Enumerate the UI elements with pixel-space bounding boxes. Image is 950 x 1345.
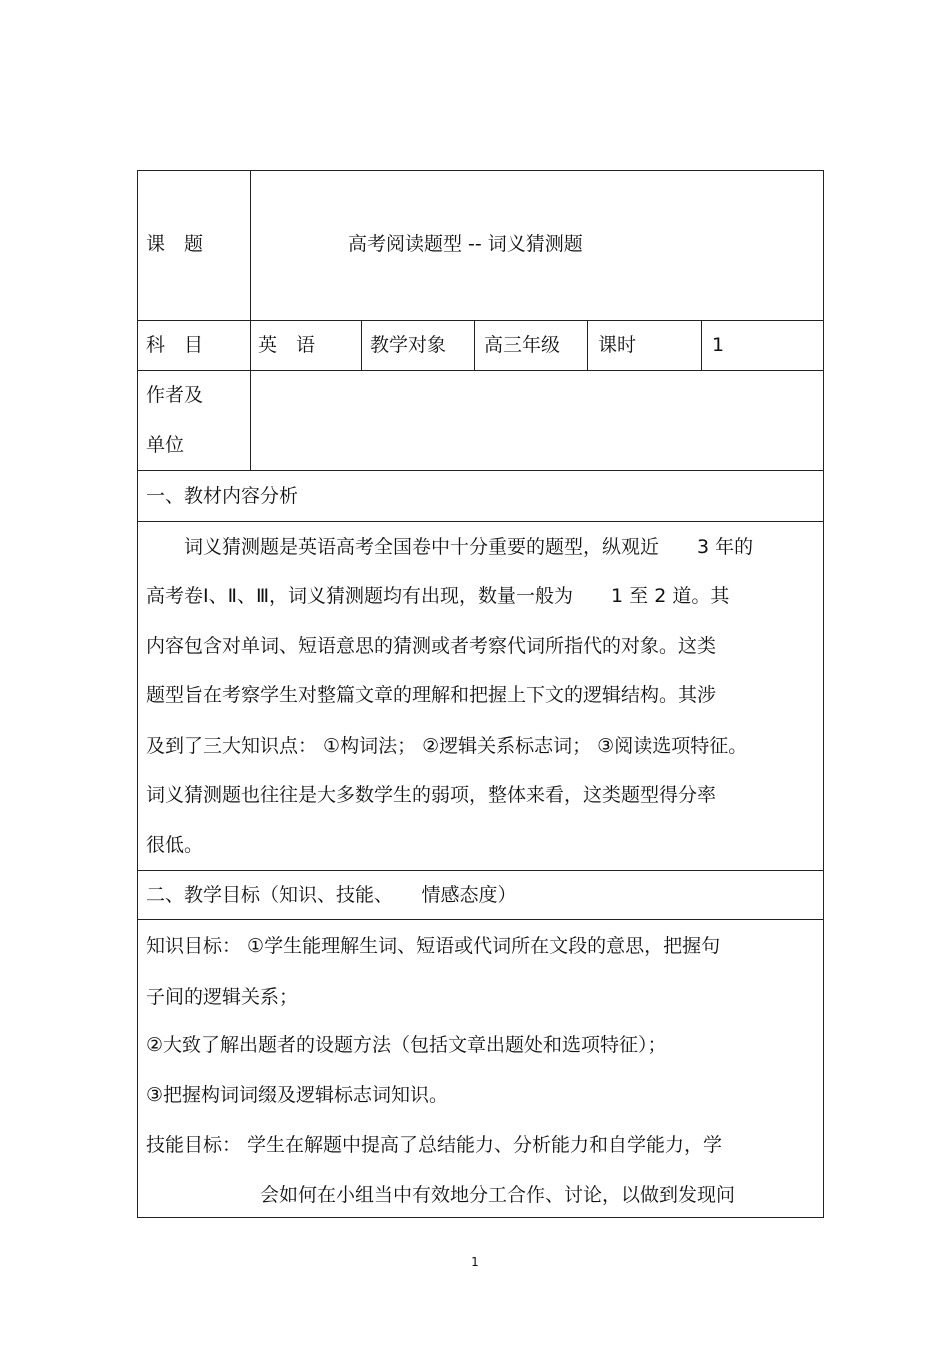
row-divider	[138, 919, 823, 920]
audience-value: 高三年级	[484, 334, 561, 356]
section2-line: 子间的逻辑关系；	[146, 986, 299, 1008]
author-label-line2: 单位	[146, 434, 185, 456]
column-divider	[587, 320, 588, 370]
column-divider	[361, 320, 362, 370]
section1-line: 高考卷Ⅰ、Ⅱ、Ⅲ，词义猜测题均有出现，数量一般为 1 至 2 道。其	[146, 585, 730, 607]
section2-line: ②大致了解出题者的设题方法（包括文章出题处和选项特征）；	[146, 1034, 667, 1056]
column-divider	[701, 320, 702, 370]
column-divider	[250, 171, 251, 470]
row-divider	[138, 521, 823, 522]
section1-line: 内容包含对单词、短语意思的猜测或者考察代词所指代的对象。这类	[146, 635, 717, 657]
author-label-line1: 作者及	[146, 384, 204, 406]
lesson-plan-table	[137, 170, 824, 1218]
section1-line: 题型旨在考察学生对整篇文章的理解和把握上下文的逻辑结构。其涉	[146, 684, 717, 706]
topic-label: 课 题	[146, 233, 204, 255]
subject-value: 英 语	[258, 334, 316, 356]
page-number: 1	[471, 1255, 479, 1269]
hours-value: 1	[712, 334, 725, 356]
section1-line: 及到了三大知识点： ①构词法； ②逻辑关系标志词； ③阅读选项特征。	[146, 735, 748, 757]
section2-line: 会如何在小组当中有效地分工合作、讨论，以做到发现问	[146, 1184, 736, 1206]
audience-label: 教学对象	[370, 334, 447, 356]
row-divider	[138, 870, 823, 871]
row-divider	[138, 320, 823, 321]
section2-line: 知识目标： ①学生能理解生词、短语或代词所在文段的意思，把握句	[146, 935, 721, 957]
subject-label: 科 目	[146, 334, 204, 356]
section1-line: 词义猜测题是英语高考全国卷中十分重要的题型，纵观近 3 年的	[146, 536, 754, 558]
section1-line: 很低。	[146, 834, 204, 856]
row-divider	[138, 370, 823, 371]
column-divider	[474, 320, 475, 370]
hours-label: 课时	[598, 334, 637, 356]
section1-title: 一、教材内容分析	[146, 485, 299, 507]
row-divider	[138, 470, 823, 471]
section2-line: 技能目标： 学生在解题中提高了总结能力、分析能力和自学能力，学	[146, 1134, 723, 1156]
section1-line: 词义猜测题也往往是大多数学生的弱项，整体来看，这类题型得分率	[146, 784, 717, 806]
section2-title: 二、教学目标（知识、技能、 情感态度）	[146, 884, 517, 906]
topic-value: 高考阅读题型 -- 词义猜测题	[348, 233, 583, 255]
section2-line: ③把握构词词缀及逻辑标志词知识。	[146, 1084, 449, 1106]
